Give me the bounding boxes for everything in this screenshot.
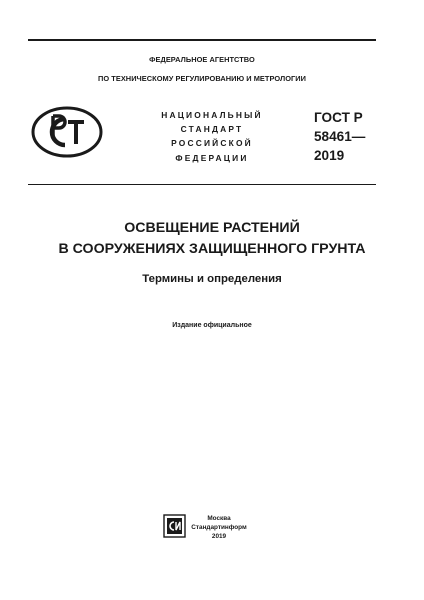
national-line-4: ФЕДЕРАЦИИ: [175, 152, 249, 163]
standard-code-line-2: 58461—: [314, 129, 366, 144]
bottom-rule: [28, 184, 376, 185]
national-line-2: СТАНДАРТ: [180, 124, 244, 135]
publisher-logo: [163, 514, 186, 538]
gost-r-logo: [31, 106, 103, 158]
agency-line-1: ФЕДЕРАЛЬНОЕ АГЕНТСТВО: [149, 55, 255, 64]
document-subtitle: Термины и определения: [142, 273, 282, 285]
national-line-3: РОССИЙСКОЙ: [171, 138, 253, 149]
document-title-line-2: В СООРУЖЕНИЯХ ЗАЩИЩЕННОГО ГРУНТА: [58, 241, 366, 257]
document-title-line-1: ОСВЕЩЕНИЕ РАСТЕНИЙ: [124, 220, 300, 236]
publisher-name: Стандартинформ: [191, 524, 247, 531]
top-rule: [28, 39, 376, 41]
publisher-block: [189, 514, 249, 541]
edition-note: Издание официальное: [172, 322, 252, 329]
national-line-1: НАЦИОНАЛЬНЫЙ: [161, 110, 263, 120]
publisher-city: Москва: [207, 515, 231, 522]
standard-code: [314, 108, 365, 165]
standard-code-line-3: 2019: [314, 148, 345, 163]
national-standard-block: [142, 108, 282, 165]
agency-line-2: ПО ТЕХНИЧЕСКОМУ РЕГУЛИРОВАНИЮ И МЕТРОЛОГИИ: [98, 74, 306, 83]
publisher-year: 2019: [211, 533, 227, 540]
standard-code-line-1: ГОСТ Р: [314, 110, 363, 125]
